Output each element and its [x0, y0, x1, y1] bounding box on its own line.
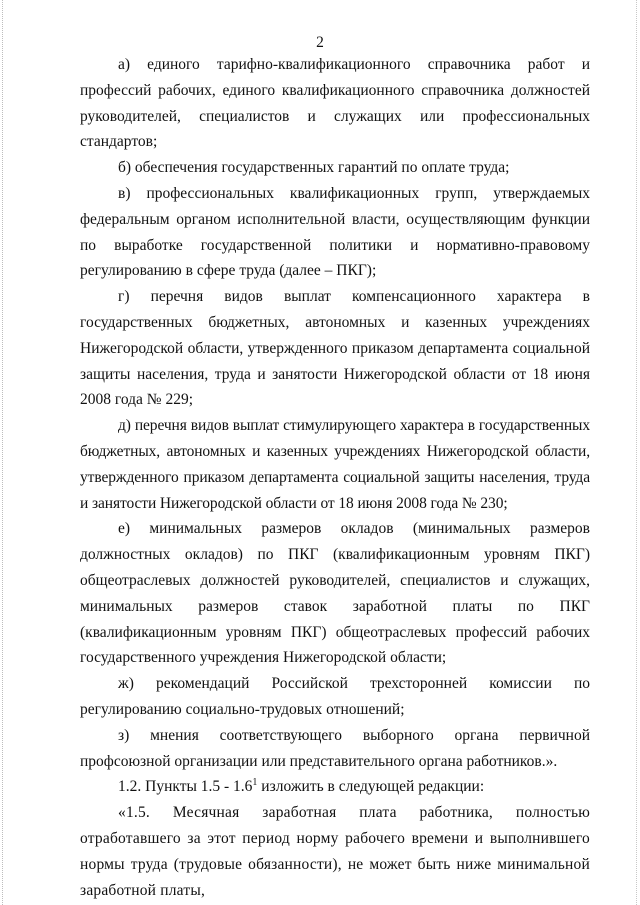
- paragraph-item-d: д) перечня видов выплат стимулирующего характера в государственных бюджетных, автономных и казенных учреждениях Нижегородской области, утвержденного приказом департамента социальной защиты населения, труда и занятости Нижегородской области от 18 июня 2008 года № 230;: [80, 417, 590, 512]
- scan-edge-left: [2, 0, 3, 905]
- paragraph-item-zh: ж) рекомендаций Российской трехсторонней комиссии по регулированию социально-трудовых отношений;: [80, 675, 590, 718]
- amendment-superscript: 1: [252, 777, 258, 789]
- amendment-suffix: изложить в следующей редакции:: [257, 778, 485, 796]
- paragraph-item-e: е) минимальных размеров окладов (минимальных размеров должностных окладов) по ПКГ (квалификационным уровням ПКГ) общеотраслевых должностей руководителей, специалистов и служащих, минимальных размеров ставок заработной платы по ПКГ (квалификационным уровням ПКГ) общеотраслевых профессий рабочих государственного учреждения Нижегородской области;: [80, 520, 590, 667]
- paragraph-item-v: в) профессиональных квалификационных групп, утверждаемых федеральным органом исполнительной власти, осуществляющим функции по выработке государственной политики и нормативно-правовому регулированию в сфере труда (далее – ПКГ);: [80, 184, 590, 280]
- document-body: [80, 52, 590, 903]
- scan-edge-right: [636, 0, 637, 905]
- paragraph-amendment: [80, 774, 590, 800]
- page-number: 2: [316, 34, 324, 51]
- amendment-prefix: 1.2. Пункты 1.5 - 1.6: [118, 778, 253, 796]
- paragraph-quote-1-5: «1.5. Месячная заработная плата работника, полностью отработавшего за этот период норму рабочего времени и выполнившего нормы труда (трудовые обязанности), не может быть ниже минимальной заработной платы,: [80, 804, 590, 899]
- paragraph-item-z: з) мнения соответствующего выборного органа первичной профсоюзной организации или представительного органа работников.».: [80, 726, 590, 770]
- paragraph-item-b: б) обеспечения государственных гарантий по оплате труда;: [118, 159, 510, 177]
- paragraph-item-a: а) единого тарифно-квалификационного справочника работ и профессий рабочих, единого квалификационного справочника должностей руководителей, специалистов и служащих или профессиональных стандартов;: [80, 56, 590, 151]
- paragraph-item-g: г) перечня видов выплат компенсационного характера в государственных бюджетных, автономных и казенных учреждениях Нижегородской области, утвержденного приказом департамента социальной защиты населения, труда и занятости Нижегородской области от 18 июня 2008 года № 229;: [80, 288, 590, 409]
